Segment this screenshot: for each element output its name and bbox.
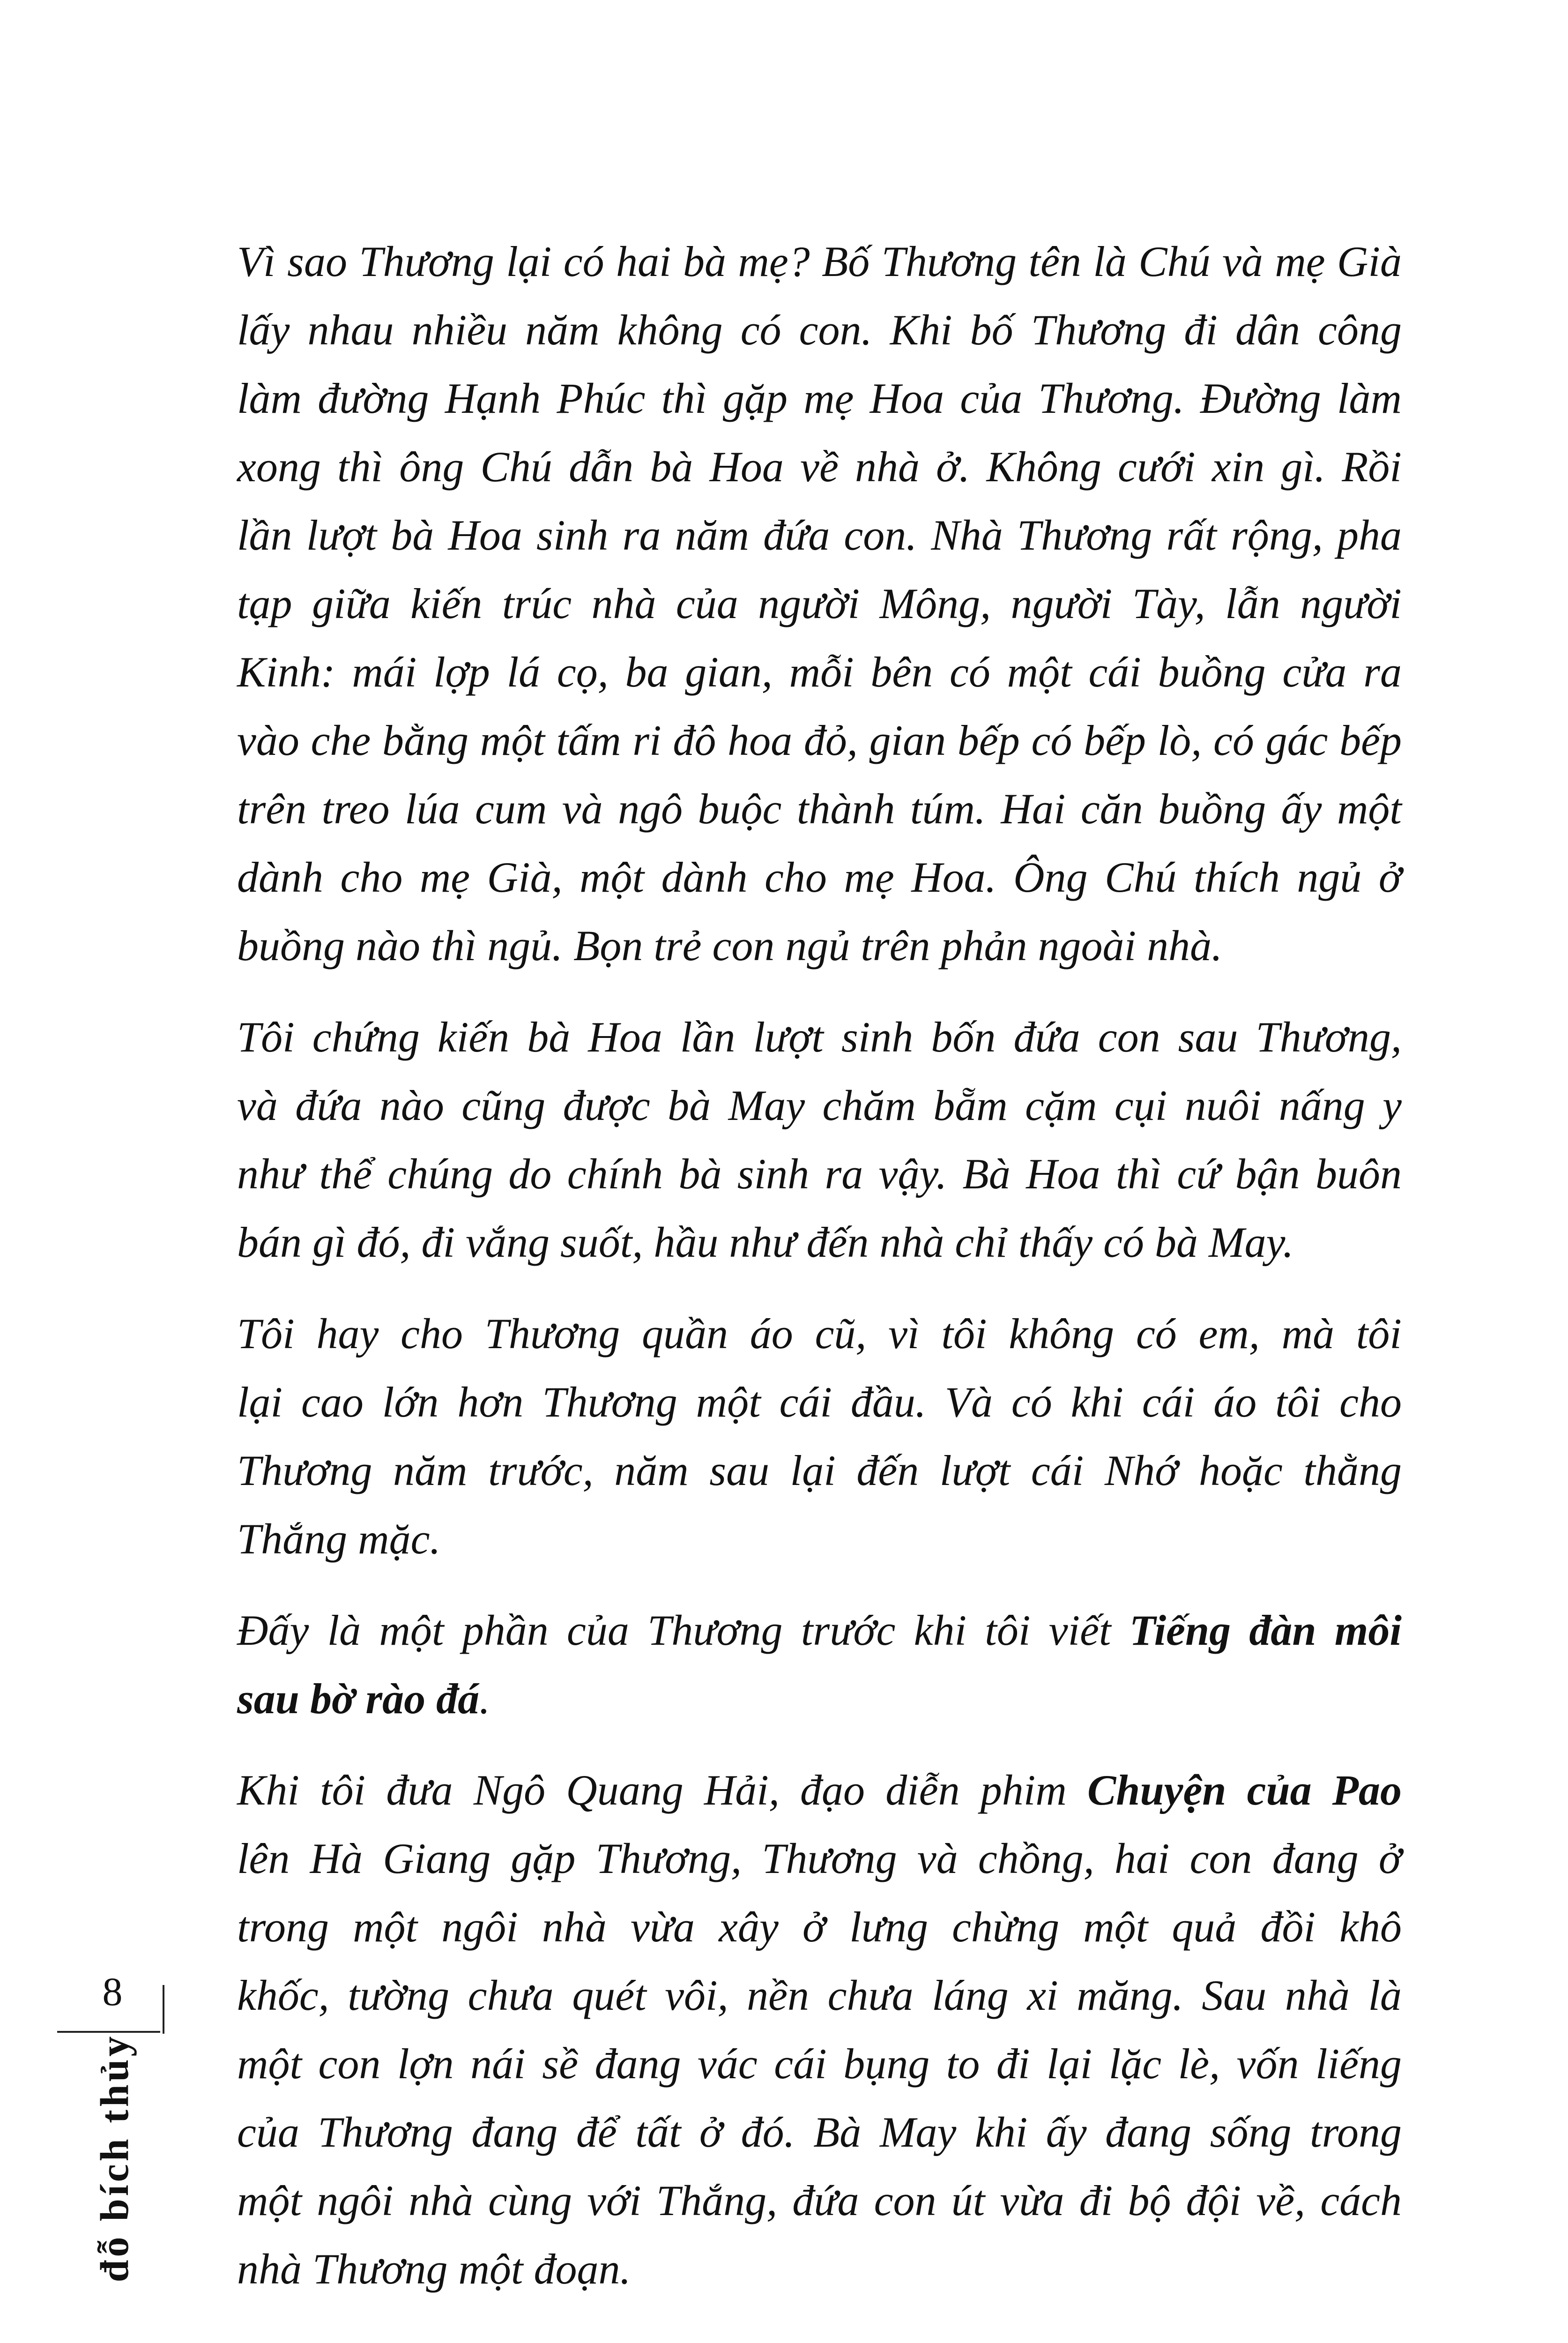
bold-title-text: sau bờ rào đá (237, 1675, 480, 1723)
text-line (237, 1756, 1402, 1824)
paragraph (237, 1596, 1402, 1733)
bold-title-text: Chuyện của Pao (1087, 1766, 1402, 1814)
line-text: Vì sao Thương lại có hai bà mẹ? Bố Thương tên là Chú và mẹ Già (237, 238, 1402, 285)
paragraph (237, 1756, 1402, 2303)
line-text: một ngôi nhà cùng với Thắng, đứa con út vừa đi bộ đội về, cách (237, 2177, 1402, 2224)
line-text: vào che bằng một tấm ri đô hoa đỏ, gian bếp có bếp lò, có gác bếp (237, 716, 1402, 764)
line-text: bán gì đó, đi vắng suốt, hầu như đến nhà chỉ thấy có bà May. (237, 1218, 1294, 1266)
line-text: Kinh: mái lợp lá cọ, ba gian, mỗi bên có một cái buồng cửa ra (237, 648, 1402, 696)
text-line (237, 1893, 1402, 1961)
text-line (237, 843, 1402, 911)
line-text: lại cao lớn hơn Thương một cái đầu. Và có khi cái áo tôi cho (237, 1378, 1402, 1426)
line-text: Thắng mặc. (237, 1515, 441, 1563)
text-line (237, 2030, 1402, 2098)
text-line (237, 227, 1402, 296)
line-text: Thương năm trước, năm sau lại đến lượt cái Nhớ hoặc thằng (237, 1447, 1402, 1494)
page-number: 8 (102, 1969, 123, 2014)
line-text: một con lợn nái sề đang vác cái bụng to đi lại lặc lè, vốn liếng (237, 2040, 1402, 2088)
line-text: . (479, 1675, 490, 1723)
line-text: lên Hà Giang gặp Thương, Thương và chồng, hai con đang ở (237, 1835, 1402, 1882)
text-line (237, 1071, 1402, 1140)
line-text: làm đường Hạnh Phúc thì gặp mẹ Hoa của Thương. Đường làm (237, 374, 1402, 422)
line-text: Tôi hay cho Thương quần áo cũ, vì tôi không có em, mà tôi (237, 1310, 1402, 1358)
text-line (237, 638, 1402, 706)
line-text: lấy nhau nhiều năm không có con. Khi bố Thương đi dân công (237, 306, 1402, 354)
line-text: dành cho mẹ Già, một dành cho mẹ Hoa. Ông Chú thích ngủ ở (237, 853, 1402, 901)
line-text: buồng nào thì ngủ. Bọn trẻ con ngủ trên phản ngoài nhà. (237, 922, 1223, 970)
line-text: và đứa nào cũng được bà May chăm bẵm cặm cụi nuôi nấng y (237, 1082, 1402, 1129)
line-text: Tôi chứng kiến bà Hoa lần lượt sinh bốn đứa con sau Thương, (237, 1013, 1402, 1061)
folio-rule-horizontal (57, 2031, 160, 2033)
text-line (237, 1003, 1402, 1071)
text-line (237, 296, 1402, 364)
running-head-author: đỗ bích thủy (92, 2033, 137, 2283)
text-line (237, 2166, 1402, 2235)
line-text: của Thương đang để tất ở đó. Bà May khi ấy đang sống trong (237, 2108, 1402, 2156)
paragraph (237, 227, 1402, 980)
text-line (237, 775, 1402, 843)
line-text: như thể chúng do chính bà sinh ra vậy. Bà Hoa thì cứ bận buôn (237, 1150, 1402, 1198)
text-line (237, 1664, 1402, 1733)
text-line (237, 911, 1402, 980)
line-text: tạp giữa kiến trúc nhà của người Mông, người Tày, lẫn người (237, 580, 1402, 627)
line-text: nhà Thương một đoạn. (237, 2245, 631, 2293)
text-line (237, 1368, 1402, 1436)
folio-rule-vertical (163, 1985, 164, 2034)
text-line (237, 1140, 1402, 1208)
bold-title-text: Tiếng đàn môi (1129, 1606, 1402, 1654)
line-text: khốc, tường chưa quét vôi, nền chưa láng xi măng. Sau nhà là (237, 1971, 1402, 2019)
paragraph (237, 1299, 1402, 1573)
text-line (237, 501, 1402, 569)
text-line (237, 1961, 1402, 2030)
paragraph (237, 1003, 1402, 1276)
text-line (237, 569, 1402, 638)
text-line (237, 1505, 1402, 1573)
text-line (237, 433, 1402, 501)
line-text: lần lượt bà Hoa sinh ra năm đứa con. Nhà Thương rất rộng, pha (237, 511, 1402, 559)
line-text: trong một ngôi nhà vừa xây ở lưng chừng một quả đồi khô (237, 1903, 1402, 1951)
line-text: Đấy là một phần của Thương trước khi tôi viết (237, 1606, 1130, 1654)
text-line (237, 2098, 1402, 2166)
text-line (237, 1824, 1402, 1893)
text-line (237, 364, 1402, 433)
line-text: Khi tôi đưa Ngô Quang Hải, đạo diễn phim (237, 1766, 1087, 1814)
line-text: trên treo lúa cum và ngô buộc thành túm. Hai căn buồng ấy một (237, 785, 1402, 833)
line-text: xong thì ông Chú dẫn bà Hoa về nhà ở. Không cưới xin gì. Rồi (237, 443, 1402, 491)
text-line (237, 1299, 1402, 1368)
text-line (237, 2235, 1402, 2303)
body-text (237, 227, 1402, 2303)
text-line (237, 1436, 1402, 1505)
text-line (237, 706, 1402, 775)
text-line (237, 1596, 1402, 1664)
text-line (237, 1208, 1402, 1276)
